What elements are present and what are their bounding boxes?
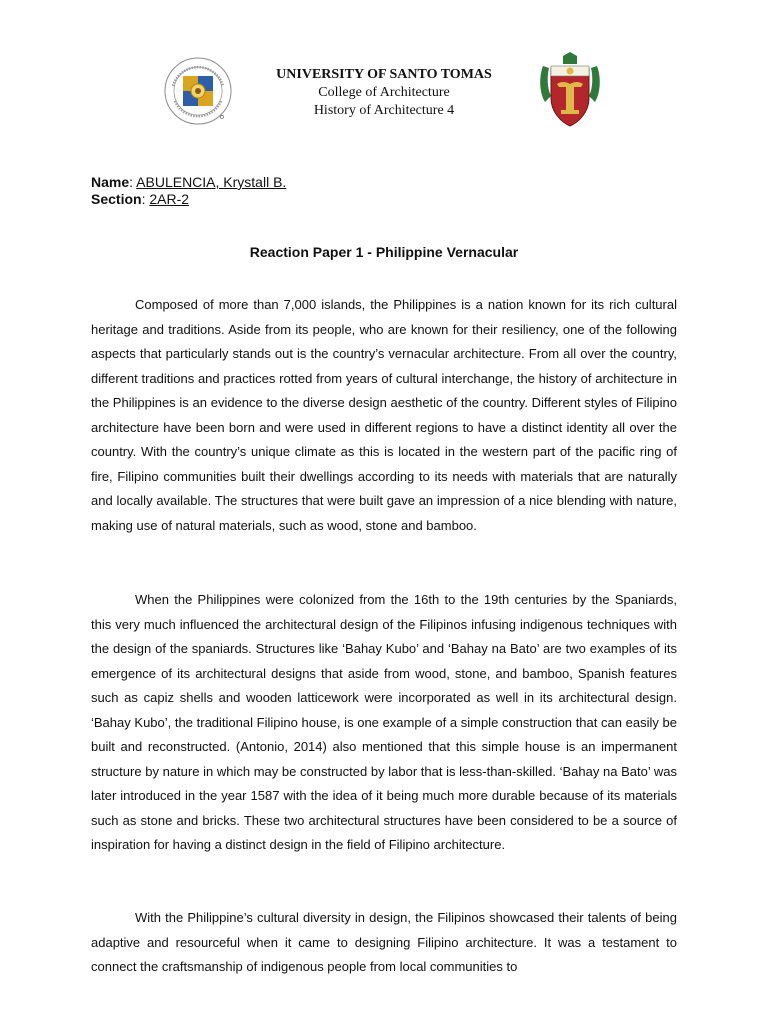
ust-seal-icon: [163, 56, 233, 126]
paragraph-1: Composed of more than 7,000 islands, the Philippines is a nation known for its rich cultural heritage and traditions. Aside from its people, who are known for their resiliency, one of the following aspects that particularly stands out is the country’s vernacular architecture. From all over the country, different traditions and practices rotted from years of cultural interchange, the history of architecture in the Philippines is an evidence to the diverse design aesthetic of the country. Different styles of Filipino architecture have been born and were used in different regions to have a distinct identity all over the country. With the country’s unique climate as this is located in the western part of the pacific ring of fire, Filipino communities built their dwellings according to its needs with materials that are naturally and locally available. The structures that were built gave an impression of a nice blending with nature, making use of natural materials, such as wood, stone and bamboo.: [91, 297, 677, 533]
name-label: Name: [91, 174, 130, 190]
paper-title: Reaction Paper 1 - Philippine Vernacular: [249, 244, 519, 260]
course-name: History of Architecture 4: [313, 103, 455, 118]
college-name: College of Architecture: [318, 85, 450, 100]
name-row: Name: ABULENCIA, Krystall B.: [91, 174, 287, 190]
name-value: ABULENCIA, Krystall B.: [136, 174, 287, 190]
document-header: [240, 66, 528, 120]
architecture-crest-icon: [537, 52, 603, 128]
section-value: 2AR-2: [149, 191, 190, 207]
university-name: UNIVERSITY OF SANTO TOMAS: [276, 67, 492, 82]
paragraph-2: When the Philippines were colonized from the 16th to the 19th centuries by the Spaniards, this very much influenced the architectural design of the Filipinos infusing indigenous techniques with the design of the spaniards. Structures like ‘Bahay Kubo’ and ‘Bahay na Bato’ are two examples of its emergence of its architectural designs that aside from wood, stone, and bamboo, Spanish features such as capiz shells and wooden latticework were incorporated as well in its architectural design. ‘Bahay Kubo’, the traditional Filipino house, is one example of a simple construction that can easily be built and reconstructed. (Antonio, 2014) also mentioned that this simple house is an impermanent structure by nature in which may be constructed by labor that is less-than-skilled. ‘Bahay na Bato’ was later introduced in the year 1587 with the idea of it being much more durable because of its materials such as stone and bricks. These two architectural structures have been considered to be a source of inspiration for having a distinct design in the field of Filipino architecture.: [91, 592, 677, 852]
section-label: Section: [91, 191, 142, 207]
paragraph-3: With the Philippine’s cultural diversity in design, the Filipinos showcased their talents of being adaptive and resourceful when it came to designing Filipino architecture. It was a testament to connect the craftsmanship of indigenous people from local communities to: [91, 910, 677, 974]
student-info: [91, 174, 286, 208]
section-row: Section: 2AR-2: [91, 191, 190, 207]
